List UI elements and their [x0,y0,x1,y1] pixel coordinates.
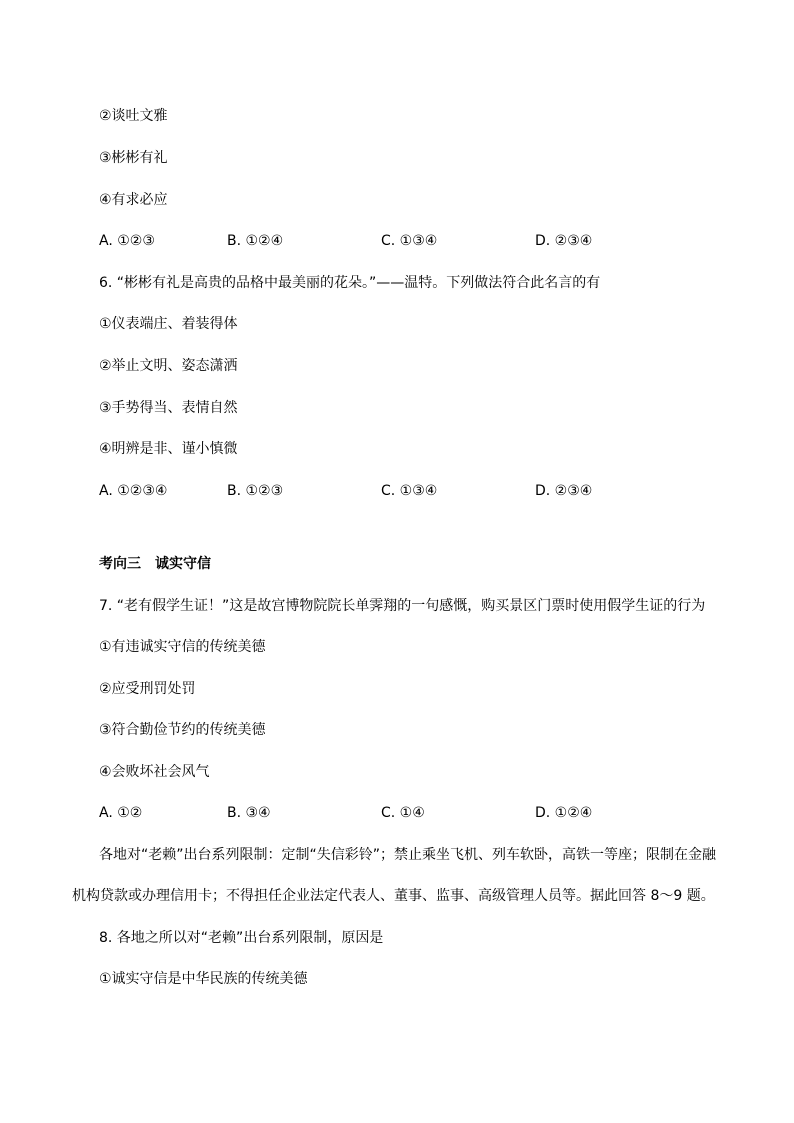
q5-option-c: C. ①③④ [381,233,438,249]
q6-item-3: ③手势得当、表情自然 [99,400,238,416]
q7-item-3: ③符合勤俭节约的传统美德 [99,722,266,738]
q7-item-1: ①有违诚实守信的传统美德 [99,639,266,655]
q6-item-2: ②举止文明、姿态潇洒 [99,358,238,374]
q8-stem: 8. 各地之所以对“老赖”出台系列限制，原因是 [99,930,384,946]
section-heading: 考向三 诚实守信 [99,556,211,572]
material-line-1: 各地对“老赖”出台系列限制：定制“失信彩铃”；禁止乘坐飞机、列车软卧，高铁一等座；限制在金融 [99,847,717,863]
q5-options [99,231,699,251]
q7-option-b: B. ③④ [227,805,271,821]
q5-item-2: ②谈吐文雅 [99,108,168,124]
q7-options [99,803,699,823]
q7-option-c: C. ①④ [381,805,425,821]
q6-option-d: D. ②③④ [535,483,593,499]
q7-item-2: ②应受刑罚处罚 [99,681,196,697]
q8-item-1: ①诚实守信是中华民族的传统美德 [99,971,308,987]
q7-stem: 7. “老有假学生证！”这是故宫博物院院长单霁翔的一句感慨，购买景区门票时使用假学生证的行为 [99,598,706,614]
q5-item-3: ③彬彬有礼 [99,150,168,166]
q5-option-d: D. ②③④ [535,233,593,249]
q6-options [99,481,699,501]
q6-item-4: ④明辨是非、谨小慎微 [99,441,238,457]
q7-option-d: D. ①②④ [535,805,593,821]
q7-option-a: A. ①② [99,805,143,821]
material-line-2: 机构贷款或办理信用卡；不得担任企业法定代表人、董事、监事、高级管理人员等。据此回答 8～9 题。 [72,888,715,904]
q5-option-b: B. ①②④ [227,233,284,249]
q6-item-1: ①仪表端庄、着装得体 [99,316,238,332]
q6-option-b: B. ①②③ [227,483,284,499]
q6-stem: 6. “彬彬有礼是高贵的品格中最美丽的花朵。”——温特。下列做法符合此名言的有 [99,275,601,291]
q5-item-4: ④有求必应 [99,192,168,208]
q5-option-a: A. ①②③ [99,233,155,249]
q6-option-c: C. ①③④ [381,483,438,499]
q6-option-a: A. ①②③④ [99,483,168,499]
q7-item-4: ④会败坏社会风气 [99,764,210,780]
